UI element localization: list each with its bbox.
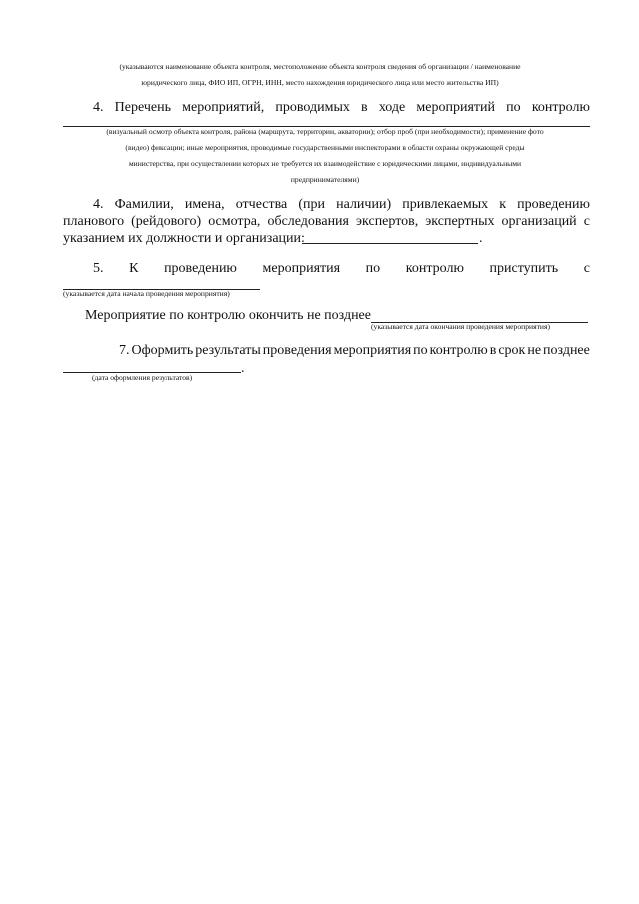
word: Перечень — [114, 100, 171, 115]
word: экспертных — [425, 214, 495, 229]
word: не — [527, 343, 542, 358]
word: ходе — [378, 100, 406, 115]
word: по — [413, 343, 428, 358]
word: по — [506, 100, 521, 115]
word: проведению — [164, 261, 237, 276]
word: имена, — [184, 197, 225, 212]
caption-end-date: (указывается дата окончания проведения мероприятия) — [371, 322, 550, 331]
word: отчества — [235, 197, 288, 212]
word: контролю — [531, 100, 590, 115]
item-4-experts-line3: указанием их должности и организации: — [63, 231, 305, 246]
word: Оформить — [131, 343, 194, 358]
word: в — [489, 343, 497, 358]
caption-results-date: (дата оформления результатов) — [92, 373, 193, 382]
caption-object-info-line2: юридического лица, ФИО ИП, ОГРН, ИНН, место нахождения юридического лица или место жительства ИП) — [141, 78, 499, 87]
word: наличии) — [336, 197, 392, 212]
word: мероприятия — [333, 343, 412, 358]
item-4-measures-list — [93, 98, 590, 117]
caption-start-date: (указывается дата начала проведения мероприятия) — [63, 289, 230, 298]
word: к — [499, 197, 507, 212]
word: Фамилии, — [114, 197, 174, 212]
word: мероприятий, — [182, 100, 265, 115]
word: 4. — [93, 197, 104, 212]
word: мероприятия — [262, 261, 341, 276]
end-deadline-line: Мероприятие по контролю окончить не позднее — [85, 308, 371, 323]
word: (при — [298, 197, 325, 212]
item-7-end: . — [241, 361, 245, 376]
item-5-start-date — [93, 259, 590, 278]
item-7-results — [119, 341, 590, 360]
word: с — [583, 261, 590, 276]
word: результаты — [195, 343, 261, 358]
caption-measures-line3: министерства, при осуществлении которых не требуется их взаимодействие с юридическими лицами, индивидуальными — [128, 159, 522, 168]
word: с — [583, 214, 590, 229]
word: 5. — [93, 261, 104, 276]
word: контролю — [405, 261, 464, 276]
word: проведению — [517, 197, 590, 212]
word: позднее — [543, 343, 590, 358]
word: приступить — [489, 261, 559, 276]
word: мероприятий — [416, 100, 495, 115]
caption-measures-line4: предпринимателями) — [290, 175, 360, 184]
word: К — [129, 261, 139, 276]
caption-object-info-line1: (указываются наименование объекта контроля, местоположение объекта контроля сведения об организации / наименование — [119, 62, 521, 71]
word: по — [365, 261, 381, 276]
word: в — [361, 100, 368, 115]
word: контролю — [429, 343, 488, 358]
word: проведения — [262, 343, 332, 358]
word: срок — [498, 343, 526, 358]
word: (рейдового) — [131, 214, 202, 229]
item-4-experts-end: . — [479, 231, 483, 246]
word: 7. — [119, 343, 130, 358]
word: обследования — [267, 214, 349, 229]
word: осмотра, — [208, 214, 261, 229]
word: проводимых — [275, 100, 350, 115]
fill-line-experts — [302, 243, 478, 244]
caption-measures-line2: (видео) фиксации; иные мероприятия, проводимые государственными инспекторами в области охраны окружающей среды — [125, 143, 525, 152]
word: 4. — [93, 100, 104, 115]
word: планового — [63, 214, 125, 229]
word: привлекаемых — [402, 197, 489, 212]
word: экспертов, — [356, 214, 419, 229]
word: организаций — [501, 214, 577, 229]
caption-measures-line1: (визуальный осмотр объекта контроля, района (маршрута, территории, акватории); отбор проб (при необходимости); применение фото — [106, 127, 544, 136]
